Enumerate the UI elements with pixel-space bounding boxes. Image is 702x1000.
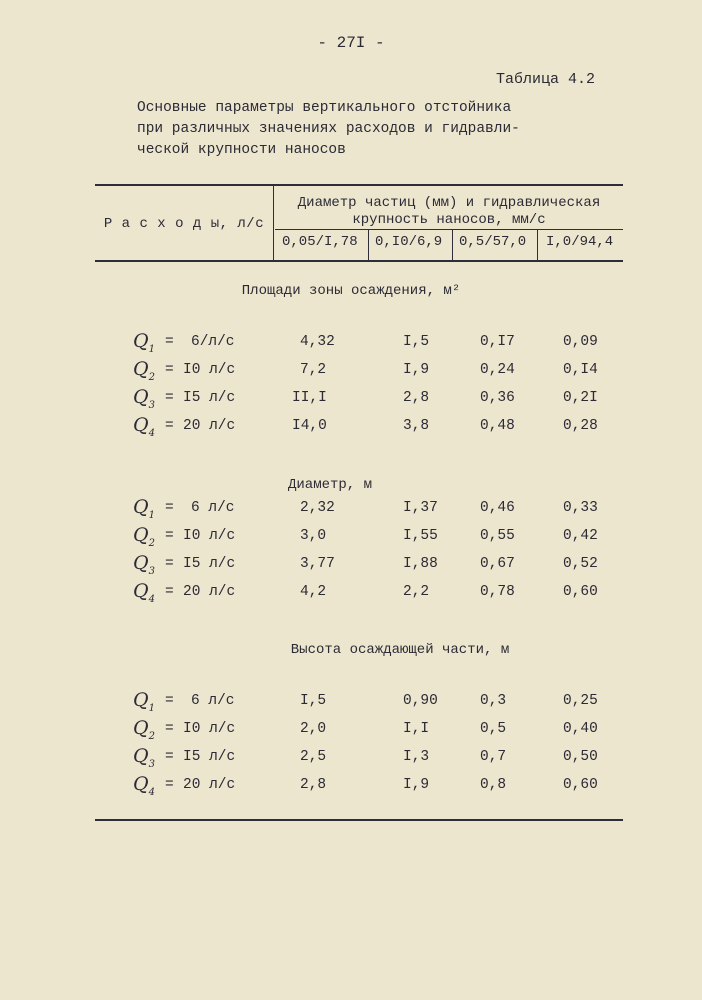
table-cell: 0,78 <box>480 584 515 600</box>
table-cell: 2,0 <box>300 721 327 737</box>
caption-line: при различных значениях расходов и гидравли- <box>137 121 520 137</box>
table-cell: I4,0 <box>292 418 327 434</box>
table-cell: I,3 <box>403 749 430 765</box>
equals-sign: = <box>165 749 174 765</box>
flow-value: 6 л/с <box>191 500 235 516</box>
flow-symbol: $Q_4$ <box>133 414 155 439</box>
equals-sign: = <box>165 500 174 516</box>
equals-sign: = <box>165 334 174 350</box>
flow-symbol: $Q_3$ <box>133 552 155 577</box>
flow-value: 6/л/с <box>191 334 235 350</box>
section-title: Площади зоны осаждения, м² <box>241 283 461 299</box>
table-cell: 0,8 <box>480 777 507 793</box>
flow-symbol: $Q_1$ <box>133 330 155 355</box>
flow-symbol: $Q_4$ <box>133 773 155 798</box>
flow-symbol: $Q_4$ <box>133 580 155 605</box>
flow-value: I5 л/с <box>183 390 236 406</box>
flow-symbol: $Q_1$ <box>133 496 155 521</box>
table-top-rule <box>95 184 623 186</box>
table-cell: 0,09 <box>563 334 598 350</box>
diameter-header <box>275 195 623 229</box>
flow-value: I0 л/с <box>183 721 236 737</box>
flow-value: 6 л/с <box>191 693 235 709</box>
table-cell: I,37 <box>403 500 438 516</box>
section-title: Высота осаждающей части, м <box>290 642 510 658</box>
equals-sign: = <box>165 528 174 544</box>
table-cell: 2,8 <box>300 777 327 793</box>
table-cell: I,I <box>403 721 430 737</box>
flow-symbol: $Q_2$ <box>133 717 155 742</box>
flow-value: 20 л/с <box>183 418 236 434</box>
table-cell: 7,2 <box>300 362 327 378</box>
flow-symbol: $Q_1$ <box>133 689 155 714</box>
table-cell: 2,8 <box>403 390 430 406</box>
table-cell: 0,36 <box>480 390 515 406</box>
flow-value: I5 л/с <box>183 556 236 572</box>
table-cell: 0,5 <box>480 721 507 737</box>
table-cell: 0,42 <box>563 528 598 544</box>
equals-sign: = <box>165 362 174 378</box>
table-cell: 0,60 <box>563 777 598 793</box>
table-cell: 0,48 <box>480 418 515 434</box>
subcolumn-header: 0,I0/6,9 <box>375 234 443 250</box>
equals-sign: = <box>165 418 174 434</box>
table-cell: 0,I4 <box>563 362 598 378</box>
equals-sign: = <box>165 584 174 600</box>
flow-value: 20 л/с <box>183 777 236 793</box>
flow-symbol: $Q_2$ <box>133 358 155 383</box>
table-cell: 0,I7 <box>480 334 515 350</box>
equals-sign: = <box>165 777 174 793</box>
table-cell: 2,32 <box>300 500 335 516</box>
equals-sign: = <box>165 693 174 709</box>
table-cell: 0,90 <box>403 693 438 709</box>
table-cell: 0,33 <box>563 500 598 516</box>
table-cell: I,5 <box>300 693 327 709</box>
table-cell: 4,2 <box>300 584 327 600</box>
equals-sign: = <box>165 390 174 406</box>
table-cell: 0,52 <box>563 556 598 572</box>
flow-column-header: Р а с х о д ы, л/с <box>103 216 265 232</box>
table-caption <box>137 98 520 161</box>
flow-value: I0 л/с <box>183 528 236 544</box>
table-cell: 2,2 <box>403 584 430 600</box>
subheader-rule <box>275 229 623 230</box>
flow-value: 20 л/с <box>183 584 236 600</box>
caption-line: ческой крупности наносов <box>137 142 346 158</box>
table-cell: 0,24 <box>480 362 515 378</box>
table-cell: 0,50 <box>563 749 598 765</box>
table-cell: 0,3 <box>480 693 507 709</box>
table-cell: 2,5 <box>300 749 327 765</box>
table-cell: 0,25 <box>563 693 598 709</box>
subcolumn-header: 0,5/57,0 <box>459 234 527 250</box>
table-bottom-rule <box>95 819 623 821</box>
table-cell: 0,40 <box>563 721 598 737</box>
flow-value: I5 л/с <box>183 749 236 765</box>
diameter-header-line: крупность наносов, мм/с <box>352 212 546 228</box>
table-cell: 0,28 <box>563 418 598 434</box>
table-cell: 0,7 <box>480 749 507 765</box>
subcolumn-header: 0,05/I,78 <box>282 234 358 250</box>
header-divider <box>273 185 274 261</box>
flow-symbol: $Q_3$ <box>133 386 155 411</box>
flow-symbol: $Q_3$ <box>133 745 155 770</box>
section-title: Диаметр, м <box>287 477 372 493</box>
header-bottom-rule <box>95 260 623 262</box>
subcolumn-divider <box>537 230 538 260</box>
table-cell: 3,0 <box>300 528 327 544</box>
table-cell: 0,55 <box>480 528 515 544</box>
table-cell: 4,32 <box>300 334 335 350</box>
subcolumn-divider <box>452 230 453 260</box>
table-cell: I,5 <box>403 334 430 350</box>
table-cell: 3,77 <box>300 556 335 572</box>
table-cell: 0,2I <box>563 390 598 406</box>
table-cell: I,88 <box>403 556 438 572</box>
page-number: - 27I - <box>317 34 385 52</box>
table-cell: 3,8 <box>403 418 430 434</box>
flow-symbol: $Q_2$ <box>133 524 155 549</box>
table-cell: I,9 <box>403 777 430 793</box>
table-cell: I,55 <box>403 528 438 544</box>
table-label: Таблица 4.2 <box>496 71 596 88</box>
subcolumn-header: I,0/94,4 <box>546 234 614 250</box>
equals-sign: = <box>165 721 174 737</box>
flow-value: I0 л/с <box>183 362 236 378</box>
subcolumn-divider <box>368 230 369 260</box>
table-cell: II,I <box>292 390 327 406</box>
table-cell: 0,46 <box>480 500 515 516</box>
diameter-header-line: Диаметр частиц (мм) и гидравлическая <box>297 195 601 211</box>
table-cell: 0,67 <box>480 556 515 572</box>
table-cell: 0,60 <box>563 584 598 600</box>
equals-sign: = <box>165 556 174 572</box>
caption-line: Основные параметры вертикального отстойника <box>137 100 512 116</box>
table-cell: I,9 <box>403 362 430 378</box>
